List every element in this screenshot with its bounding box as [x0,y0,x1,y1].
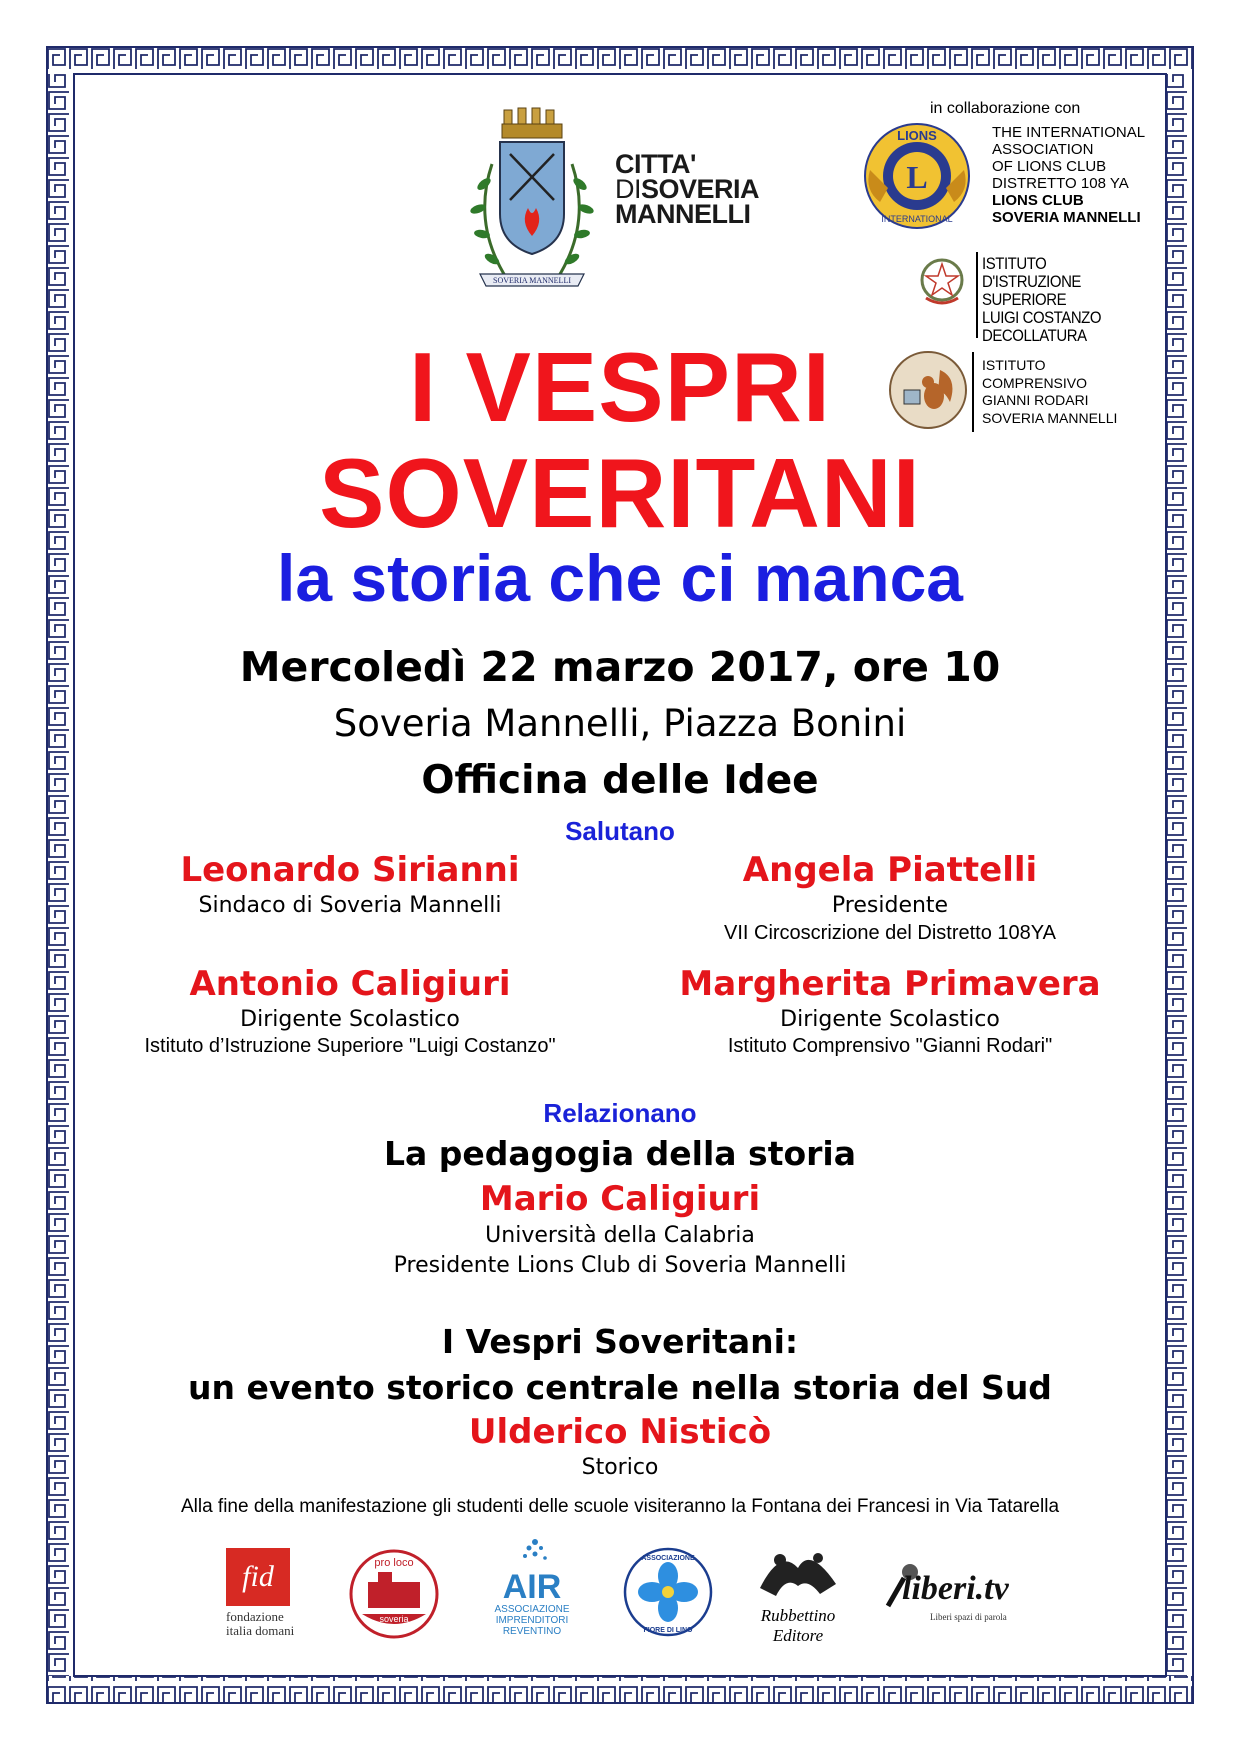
greeting-person [630,964,1150,1058]
greeting-person [90,850,610,918]
rubbettino-line: Rubbettino [760,1606,836,1625]
title-line2: SOVERITANI [319,438,921,548]
person-role: Presidente [831,893,949,918]
talk-affiliation: Università della Calabria [485,1223,755,1248]
talk-title: un evento storico centrale nella storia del Sud [188,1368,1052,1407]
greeting-person [630,850,1150,945]
fiore-top-text: ASSOCIAZIONE [641,1555,695,1562]
person-detail: Istituto Comprensivo "Gianni Rodari" [727,1035,1053,1057]
event-title [0,332,1240,548]
rubbettino-emblem-icon [750,1538,846,1602]
closing-note: Alla fine della manifestazione gli studenti delle scuole visiteranno la Fontana dei Francesi in Via Tatarella [180,1496,1060,1517]
school1-line: SUPERIORE [982,290,1067,309]
talk-1 [0,1134,1240,1278]
sponsor-rubbettino-logo [750,1538,846,1650]
fid-mark: fid [226,1548,290,1606]
air-line: REVENTINO [502,1626,562,1637]
school1-line: LUIGI COSTANZO [982,308,1102,327]
crest-icon [462,104,602,304]
proloco-top-text: pro loco [374,1557,414,1569]
greeting-person [90,964,610,1058]
crest-ribbon-text: SOVERIA MANNELLI [493,276,571,285]
person-role: Dirigente Scolastico [240,1007,460,1032]
sponsor-proloco-logo [348,1548,440,1640]
city-name-di: DI [615,174,641,204]
person-role: Sindaco di Soveria Mannelli [198,893,502,918]
lions-line-bold: LIONS CLUB [992,192,1084,209]
title-line1: I VESPRI [409,332,831,442]
fid-line: italia domani [226,1623,295,1638]
lions-club-logo [862,120,972,232]
air-line: IMPRENDITORI [495,1615,569,1626]
sponsor-fiore-logo [622,1546,714,1638]
talk-speaker: Mario Caligiuri [479,1179,761,1219]
talk-title: I Vespri Soveritani: [441,1322,799,1361]
event-date: Mercoledì 22 marzo 2017, ore 10 [239,643,1001,691]
event-venue: Officina delle Idee [421,758,819,803]
talks-heading: Relazionano [543,1098,697,1128]
city-name-line1: CITTA' [615,149,696,179]
school2-line: ISTITUTO [982,357,1046,373]
talk-affiliation: Storico [581,1455,659,1480]
lions-seal-icon [862,120,972,232]
lions-line-bold: SOVERIA MANNELLI [992,209,1141,226]
talk-2 [0,1322,1240,1480]
person-detail: VII Circoscrizione del Distretto 108YA [724,922,1056,944]
emblem-icon [916,254,968,310]
proloco-icon [348,1548,440,1640]
lions-seal-top-text: LIONS [897,128,937,143]
flower-icon [622,1546,714,1638]
school1-text [982,255,1101,345]
proloco-bottom-text: mannelli [377,1623,411,1633]
lions-club-text [992,124,1145,226]
person-name: Angela Piattelli [742,850,1038,890]
proloco-bottom-text: soveria [379,1614,409,1624]
person-name: Leonardo Sirianni [180,850,520,890]
lions-line: OF LIONS CLUB [992,158,1107,175]
school1-line: DECOLLATURA [982,326,1087,345]
school2-line: SOVERIA MANNELLI [982,409,1118,426]
lions-line: ASSOCIATION [992,141,1094,158]
lions-seal-bottom-text: INTERNATIONAL [881,214,953,224]
sponsor-liberi-logo [884,1562,1024,1632]
rubbettino-line: Editore [772,1626,824,1645]
fiore-bottom-text: FIORE DI LINO [643,1627,693,1634]
school2-line: COMPRENSIVO [982,374,1088,391]
person-detail: Istituto d’Istruzione Superiore "Luigi Costanzo" [144,1035,556,1057]
collaboration-intro: in collaborazione con [930,100,1081,117]
school1-line: D'ISTRUZIONE [982,272,1081,291]
air-mark: AIR [502,1568,562,1606]
person-name: Margherita Primavera [679,964,1101,1004]
city-name-soveria: SOVERIA [641,174,760,204]
italian-republic-emblem [916,254,968,310]
event-place: Soveria Mannelli, Piazza Bonini [333,702,907,745]
person-name: Antonio Caligiuri [189,964,511,1004]
event-subtitle: la storia che ci manca [276,541,963,615]
sponsor-fid-logo [226,1548,296,1648]
city-crest-logo [462,104,602,304]
city-name-line3: MANNELLI [615,199,751,229]
sponsor-air-logo [487,1536,577,1646]
fid-line: fondazione [226,1609,284,1624]
liberi-tagline: Liberi spazi di parola [930,1612,1007,1622]
air-dots-icon [487,1536,577,1566]
liberi-mark: liberi.tv [902,1570,1009,1607]
air-line: ASSOCIAZIONE [494,1604,570,1615]
talk-affiliation: Presidente Lions Club di Soveria Mannelli [393,1253,847,1278]
lions-line: DISTRETTO 108 YA [992,175,1129,192]
talk-title: La pedagogia della storia [384,1134,856,1173]
lions-line: THE INTERNATIONAL [992,124,1146,141]
school1-line: ISTITUTO [982,254,1047,273]
lions-seal-letter: L [906,159,928,195]
school1-divider [976,252,978,338]
greetings-heading: Salutano [565,816,675,846]
school2-line: GIANNI RODARI [982,392,1089,408]
talk-speaker: Ulderico Nisticò [468,1412,772,1452]
person-role: Dirigente Scolastico [780,1007,1000,1032]
city-name [615,149,760,229]
